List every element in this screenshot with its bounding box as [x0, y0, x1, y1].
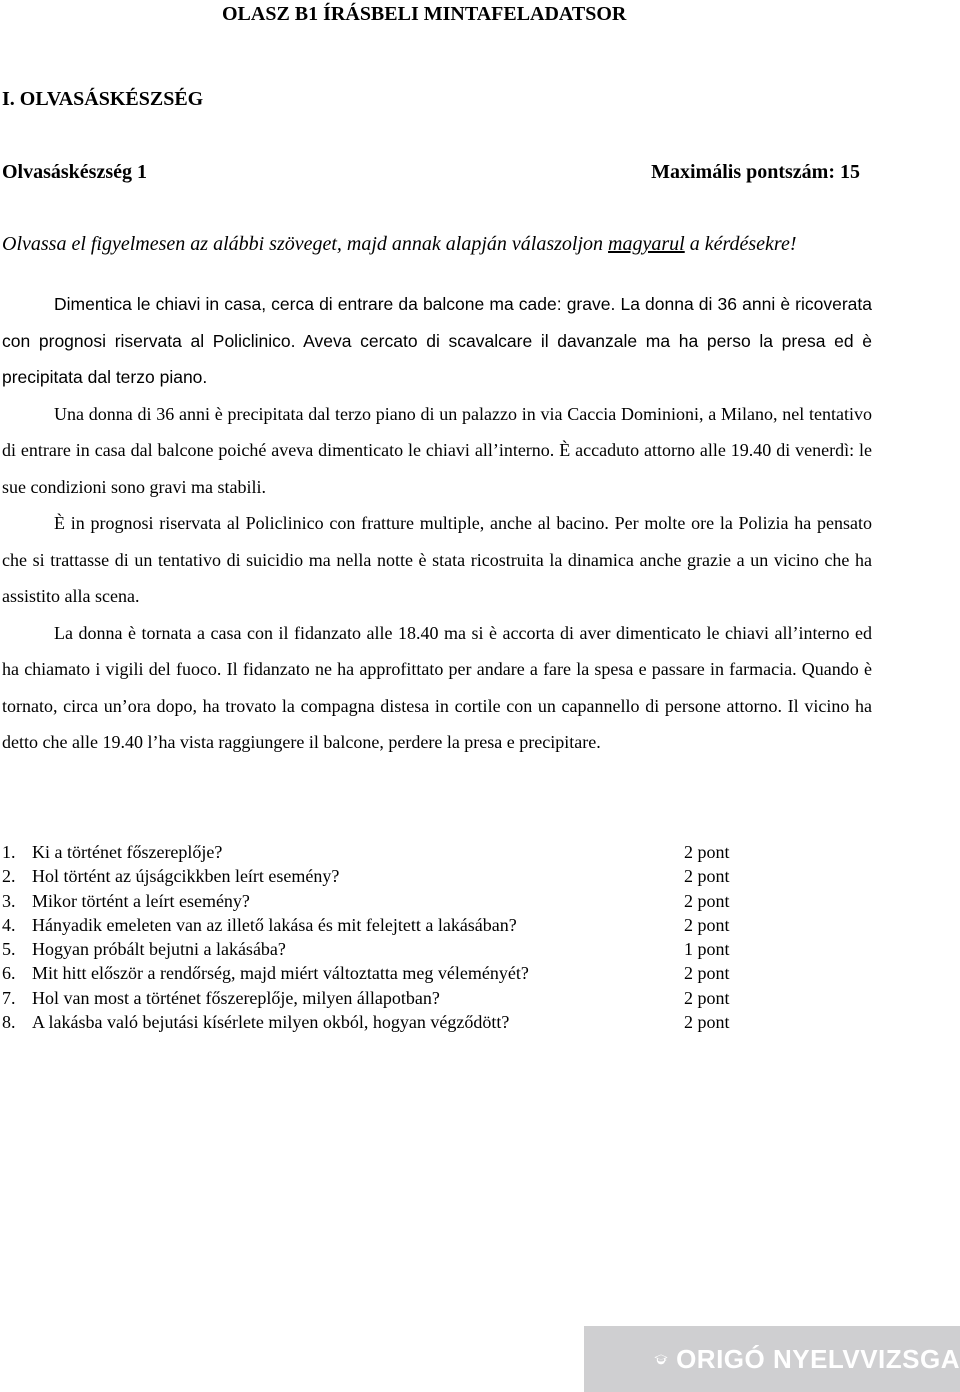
max-points: Maximális pontszám: 15	[651, 161, 860, 183]
question-points: 2 pont	[684, 914, 730, 935]
instruction-underlined: magyarul	[608, 233, 685, 255]
question-points: 2 pont	[684, 842, 730, 862]
question-number: 2.	[2, 866, 16, 887]
question-text: Hol van most a történet főszereplője, milyen állapotban?	[32, 987, 440, 1008]
question-number: 4.	[2, 914, 16, 935]
question-text: Mit hitt először a rendőrség, majd miért változtatta meg véleményét?	[32, 963, 529, 984]
document-title: OLASZ B1 ÍRÁSBELI MINTAFELADATSOR	[222, 3, 627, 25]
article-paragraph-4: La donna è tornata a casa con il fidanzato alle 18.40 ma si è accorta di aver dimenticato le chiavi all’interno ed ha chiamato i vigili del fuoco. Il fidanzato ne ha approfittato per andare a fare la spesa e passare in farmacia. Quando è tornato, circa un’ora dopo, ha trovato la compagna distesa in cortile con un capannello di persone attorno. Il vicino ha detto che alle 19.40 l’ha vista raggiungere il balcone, perdere la presa e precipitare.	[2, 622, 872, 752]
graduation-cap-icon	[654, 1339, 668, 1379]
question-number: 1.	[2, 842, 16, 862]
question-points: 2 pont	[684, 890, 730, 911]
question-item	[2, 1010, 762, 1034]
question-text: Hányadik emeleten van az illető lakása és mit felejtett a lakásában?	[32, 914, 517, 935]
question-item	[2, 840, 762, 864]
article-paragraph-1	[2, 286, 872, 396]
question-number: 7.	[2, 987, 16, 1008]
question-number: 5.	[2, 939, 16, 960]
instruction-text	[2, 232, 797, 256]
question-points: 2 pont	[684, 987, 730, 1008]
article-paragraph-2: Una donna di 36 anni è precipitata dal terzo piano di un palazzo in via Caccia Dominioni, a Milano, nel tentativo di entrare in casa dal balcone poiché aveva dimenticato le chiavi all’interno. È accaduto attorno alle 19.40 di venerdì: le sue condizioni sono gravi ma stabili.	[2, 403, 872, 497]
question-number: 6.	[2, 963, 16, 984]
article-text	[2, 286, 872, 761]
question-points: 1 pont	[684, 939, 730, 960]
question-text: Ki a történet főszereplője?	[32, 842, 223, 862]
question-text: Mikor történt a leírt esemény?	[32, 890, 250, 911]
instruction-after: a kérdésekre!	[684, 233, 797, 255]
question-item	[2, 864, 762, 888]
question-text: Hogyan próbált bejutni a lakásába?	[32, 939, 286, 960]
question-item	[2, 986, 762, 1010]
question-points: 2 pont	[684, 866, 730, 887]
question-number: 3.	[2, 890, 16, 911]
article-subheadline: La donna di 36 anni è ricoverata con prognosi riservata al Policlinico.	[2, 294, 872, 351]
question-points: 2 pont	[684, 963, 730, 984]
question-number: 8.	[2, 1012, 16, 1033]
section-title: I. OLVASÁSKÉSZSÉG	[2, 88, 204, 110]
question-text: A lakásba való bejutási kísérlete milyen okból, hogyan végződött?	[32, 1012, 510, 1033]
instruction-before: Olvassa el figyelmesen az alábbi szöveget, majd annak alapján válaszoljon	[2, 233, 609, 255]
question-list	[2, 840, 762, 1034]
article-headline: Dimentica le chiavi in casa, cerca di entrare da balcone ma cade: grave.	[54, 294, 616, 314]
origo-logo	[584, 1326, 960, 1392]
question-item	[2, 889, 762, 913]
question-item	[2, 961, 762, 985]
question-points: 2 pont	[684, 1012, 730, 1033]
subsection-header	[2, 160, 860, 184]
question-item	[2, 937, 762, 961]
article-paragraph-3: È in prognosi riservata al Policlinico con fratture multiple, anche al bacino. Per molte ore la Polizia ha pensato che si trattasse di un tentativo di suicidio ma nella notte è stata ricostruita la dinamica anche grazie a un vicino che ha assistito alla scena.	[2, 513, 872, 606]
subsection-name: Olvasáskészség 1	[2, 161, 147, 183]
question-item	[2, 913, 762, 937]
question-text: Hol történt az újságcikkben leírt esemény?	[32, 866, 340, 887]
logo-text: ORIGÓ NYELVVIZSGA	[676, 1343, 960, 1374]
article-lead: Aveva cercato di scavalcare il davanzale ma ha perso la presa ed è precipitata dal terzo piano.	[2, 330, 872, 387]
